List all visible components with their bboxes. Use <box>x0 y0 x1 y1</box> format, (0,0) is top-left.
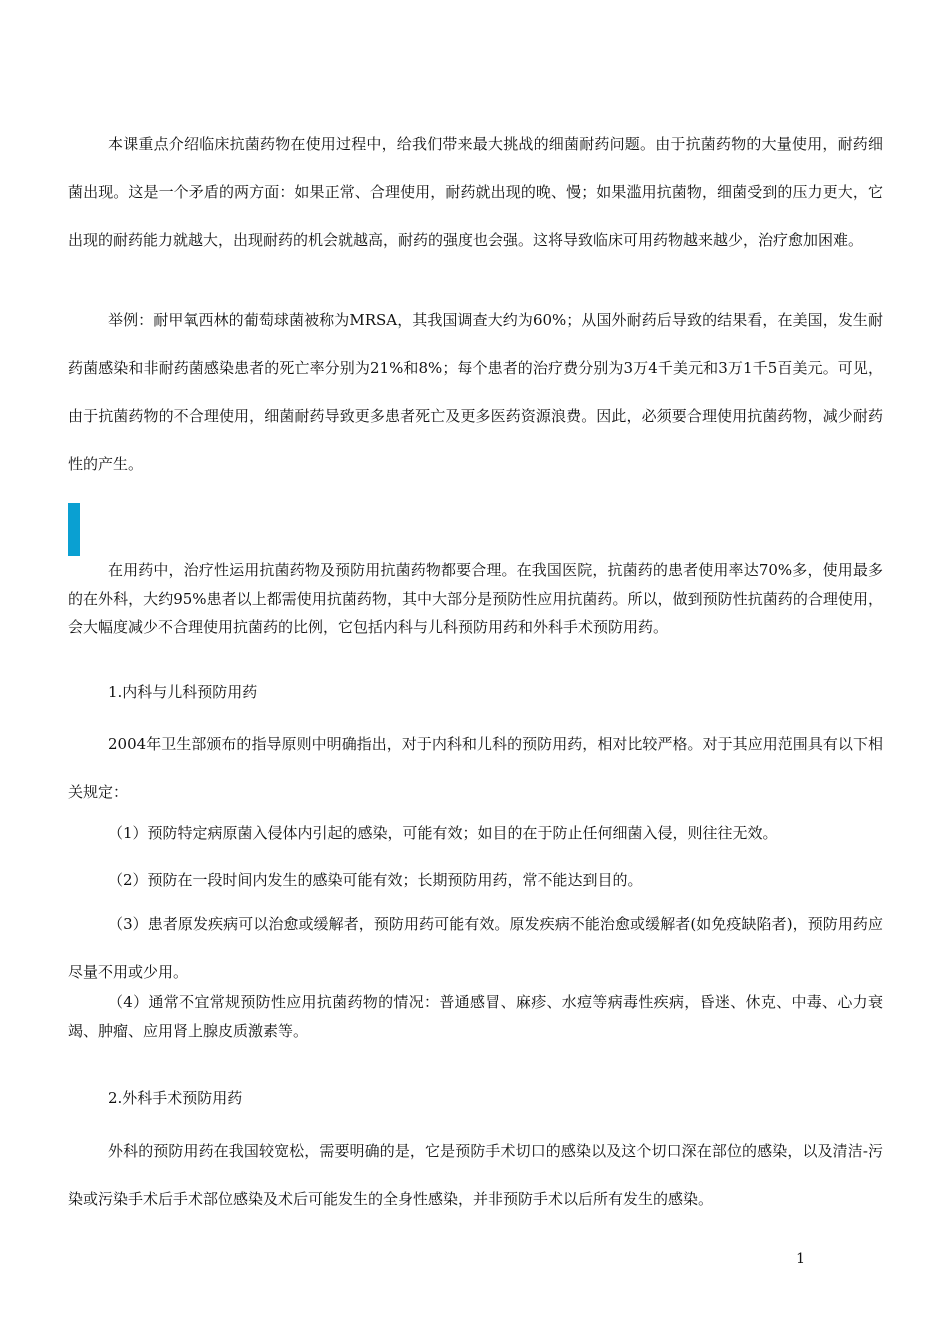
surgery-paragraph: 外科的预防用药在我国较宽松，需要明确的是，它是预防手术切口的感染以及这个切口深在部位的感染，以及清洁-污染或污染手术后手术部位感染及术后可能发生的全身性感染，并非预防手术以后所有发生的感染。 <box>68 1142 883 1208</box>
intro-paragraph: 本课重点介绍临床抗菌药物在使用过程中，给我们带来最大挑战的细菌耐药问题。由于抗菌药物的大量使用，耐药细菌出现。这是一个矛盾的两方面：如果正常、合理使用，耐药就出现的晚、慢；如果滥用抗菌物，细菌受到的压力更大，它出现的耐药能力就越大，出现耐药的机会就越高，耐药的强度也会强。这将导致临床可用药物越来越少，治疗愈加困难。 <box>68 135 883 249</box>
section-accent-bar <box>68 503 80 556</box>
rule-item-3: （3）患者原发疾病可以治愈或缓解者，预防用药可能有效。原发疾病不能治愈或缓解者(如免疫缺陷者)，预防用药应尽量不用或少用。 <box>68 915 883 981</box>
rule-item-2: （2）预防在一段时间内发生的感染可能有效；长期预防用药，常不能达到目的。 <box>108 871 643 889</box>
rule-item-4: （4）通常不宜常规预防性应用抗菌药物的情况：普通感冒、麻疹、水痘等病毒性疾病，昏迷、休克、中毒、心力衰竭、肿瘤、应用肾上腺皮质激素等。 <box>68 993 883 1040</box>
rational-use-paragraph: 在用药中，治疗性运用抗菌药物及预防用抗菌药物都要合理。在我国医院，抗菌药的患者使用率达70%多，使用最多的在外科，大约95%患者以上都需使用抗菌药物，其中大部分是预防性应用抗菌药。所以，做到预防性抗菌药的合理使用，会大幅度减少不合理使用抗菌药的比例，它包括内科与儿科预防用药和外科手术预防用药。 <box>68 561 883 636</box>
page-number: 1 <box>796 1251 805 1267</box>
example-paragraph: 举例：耐甲氧西林的葡萄球菌被称为MRSA，其我国调查大约为60%；从国外耐药后导致的结果看，在美国，发生耐药菌感染和非耐药菌感染患者的死亡率分别为21%和8%；每个患者的治疗费分别为3万4千美元和3万1千5百美元。可见，由于抗菌药物的不合理使用，细菌耐药导致更多患者死亡及更多医药资源浪费。因此，必须要合理使用抗菌药物，减少耐药性的产生。 <box>68 311 883 473</box>
guideline-paragraph: 2004年卫生部颁布的指导原则中明确指出，对于内科和儿科的预防用药，相对比较严格。对于其应用范围具有以下相关规定： <box>68 735 883 801</box>
section-heading-surgical: 2.外科手术预防用药 <box>108 1089 243 1107</box>
rule-item-1: （1）预防特定病原菌入侵体内引起的感染，可能有效；如目的在于防止任何细菌入侵，则往往无效。 <box>108 824 778 842</box>
section-heading-internal-pediatric: 1.内科与儿科预防用药 <box>108 683 258 701</box>
